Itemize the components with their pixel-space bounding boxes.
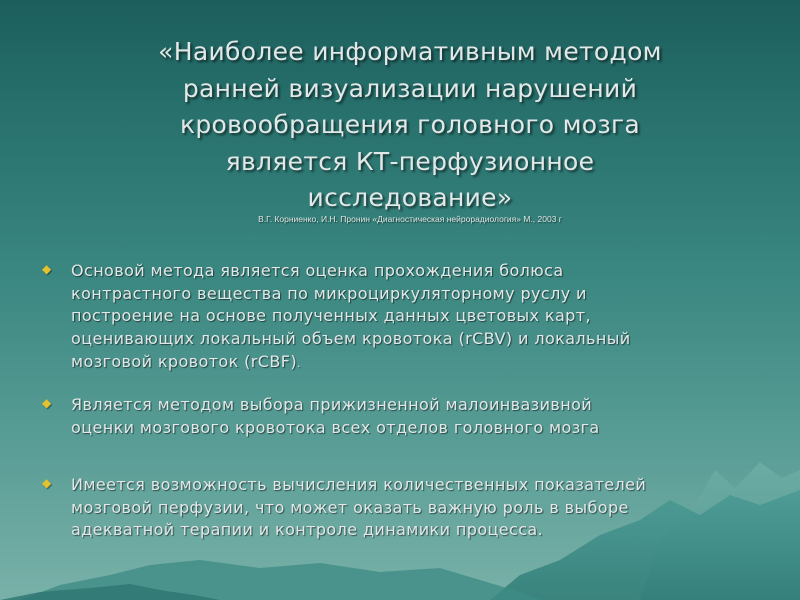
title-line: кровообращения головного мозга [179, 110, 641, 139]
bullet-line: Является методом выбора прижизненной малоинвазивной [71, 395, 593, 414]
bullet-line: контрастного вещества по микроциркуляторному руслу и [71, 283, 587, 303]
bullet-line: построение на основе полученных данных цветовых карт, [71, 306, 591, 326]
bullet-line: оценивающих локальный объем кровотока (rCBV) и локальный [71, 329, 631, 349]
bullet-diamond-icon: ◆ [42, 476, 52, 490]
bullet-line-tail: . [296, 356, 301, 370]
slide-title [80, 34, 740, 217]
title-line: исследование» [307, 183, 513, 212]
title-line: является КТ-перфузионное [225, 146, 595, 176]
bullet-text [71, 394, 741, 439]
title-line: «Наиболее информативным методом [158, 37, 662, 66]
bullet-line [71, 351, 741, 376]
bullet-text [71, 474, 741, 542]
bullet-line: оценки мозгового кровотока всех отделов головного мозга [71, 417, 600, 437]
citation: В.Г. Корниенко, И.Н. Пронин «Диагностическая нейрорадиология» М., 2003 г [258, 214, 562, 224]
bullet-text [71, 260, 741, 376]
bullet-line: Имеется возможность вычисления количественных показателей [71, 475, 647, 494]
bullet-diamond-icon: ◆ [42, 396, 52, 410]
bullet-line: Основой метода является оценка прохождения болюса [71, 261, 564, 280]
bullet-line: адекватной терапии и контроле динамики процесса. [71, 520, 544, 540]
bullet-line: мозговой перфузии, что может оказать важную роль в выборе [71, 497, 629, 517]
bullet-diamond-icon: ◆ [42, 262, 52, 276]
bullet-line-text: мозговой кровоток (rCBF) [71, 351, 297, 371]
title-line: ранней визуализации нарушений [182, 73, 638, 103]
